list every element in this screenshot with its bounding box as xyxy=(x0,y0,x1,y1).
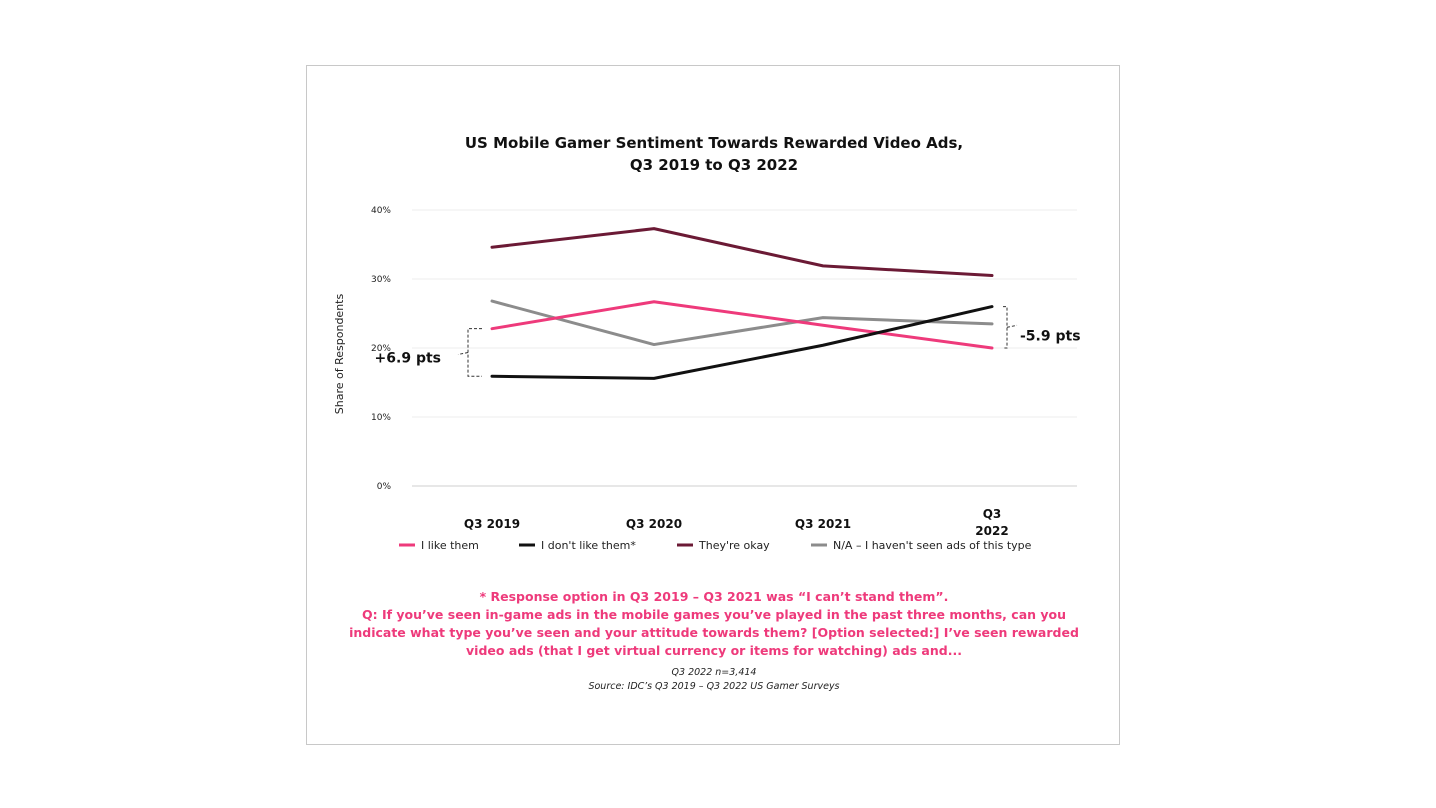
legend-label: They're okay xyxy=(699,539,770,552)
legend-label: I don't like them* xyxy=(541,539,636,552)
annotation-label: +6.9 pts xyxy=(374,350,441,367)
series-lines xyxy=(492,229,992,379)
annotation-leader xyxy=(458,352,468,354)
footnote: * Response option in Q3 2019 – Q3 2021 was “I can’t stand them”. xyxy=(479,589,949,604)
x-tick-label: Q3 2019 xyxy=(463,517,521,531)
annotation-bracket xyxy=(468,329,482,377)
line-chart xyxy=(307,66,1121,586)
y-tick-label: 0% xyxy=(376,482,391,492)
legend-label: N/A – I haven't seen ads of this type xyxy=(833,539,1032,552)
chart-notes xyxy=(307,588,1121,694)
legend-label: I like them xyxy=(421,539,479,552)
annotation-bracket xyxy=(1003,307,1007,348)
y-tick-label: 30% xyxy=(370,275,391,285)
y-tick-label: 20% xyxy=(370,344,391,354)
series-line xyxy=(492,229,992,276)
x-tick-label: Q3 2020 xyxy=(625,517,683,531)
annotations xyxy=(375,307,1081,377)
chart-title-line: Q3 2019 to Q3 2022 xyxy=(629,156,799,174)
chart-frame xyxy=(306,65,1120,745)
x-tick-label: Q3 xyxy=(982,507,1002,521)
survey-question: Q: If you’ve seen in-game ads in the mobile games you’ve played in the past three months, can you indicate what type you’ve seen and your attitude towards them? [Option selected:] I’ve seen rewarded video ads (that I get virtual currency or items for watching) ads and... xyxy=(349,607,1079,658)
y-axis-title: Share of Respondents xyxy=(333,293,346,415)
x-tick-label: Q3 2021 xyxy=(794,517,852,531)
x-axis-ticks xyxy=(464,507,1009,538)
annotation-leader xyxy=(1007,325,1017,327)
annotation-label: -5.9 pts xyxy=(1020,328,1081,345)
gridlines xyxy=(412,210,1077,486)
y-tick-label: 10% xyxy=(370,413,391,423)
y-axis-ticks xyxy=(371,206,391,492)
legend xyxy=(399,539,1032,552)
y-axis-label xyxy=(333,294,346,415)
y-tick-label: 40% xyxy=(370,206,391,216)
chart-title-line: US Mobile Gamer Sentiment Towards Rewarded Video Ads, xyxy=(464,134,964,152)
source-note: Source: IDC’s Q3 2019 – Q3 2022 US Gamer Surveys xyxy=(588,681,840,692)
x-tick-label: 2022 xyxy=(975,524,1009,538)
chart-title xyxy=(465,134,963,174)
sample-size: Q3 2022 n=3,414 xyxy=(671,667,757,678)
